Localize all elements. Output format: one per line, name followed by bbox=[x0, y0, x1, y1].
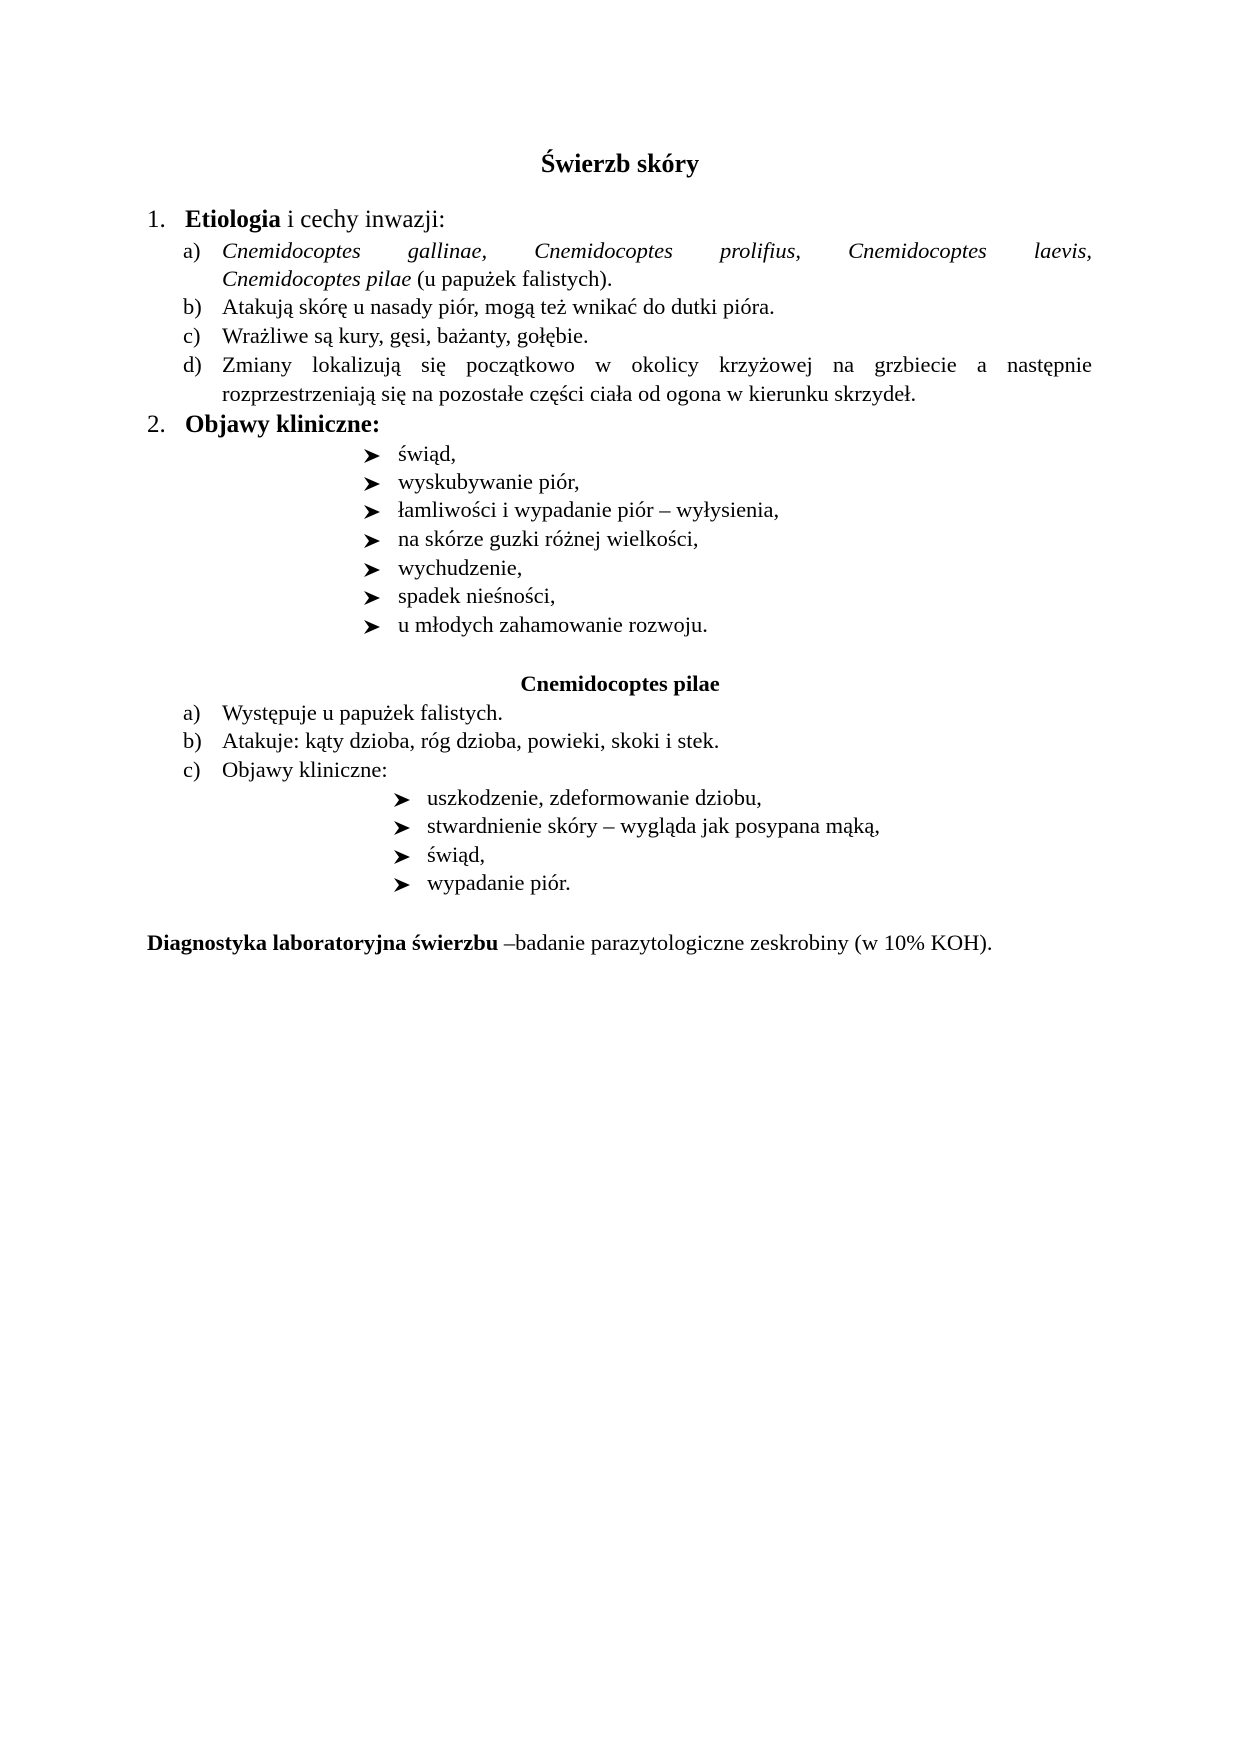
item-d-word: okolicy bbox=[631, 352, 699, 377]
symptom-item: spadek nieśności, bbox=[398, 583, 556, 608]
item-d-word: lokalizują bbox=[312, 352, 401, 377]
item-d-word: krzyżowej bbox=[719, 352, 813, 377]
arrow-bullet-icon bbox=[392, 875, 412, 895]
pilae-item-b-text: Atakuje: kąty dzioba, róg dzioba, powieki, skoki i stek. bbox=[222, 728, 720, 753]
item-d-word: początkowo bbox=[466, 352, 575, 377]
diagnostics-label: Diagnostyka laboratoryjna świerzbu bbox=[147, 930, 504, 955]
item-b-text: Atakują skórę u nasady piór, mogą też wnikać do dutki pióra. bbox=[222, 294, 775, 319]
arrow-bullet-icon bbox=[362, 446, 382, 466]
pilae-item-c-text: Objawy kliniczne: bbox=[222, 757, 388, 782]
item-letter-d: d) bbox=[183, 352, 202, 377]
item-a-cont-italic: Cnemidocoptes pilae bbox=[222, 266, 412, 291]
document-title: Świerzb skóry bbox=[540, 149, 700, 178]
item-d-line-2: rozprzestrzeniają się na pozostałe części ciała od ogona w kierunku skrzydeł. bbox=[222, 381, 917, 406]
arrow-bullet-icon bbox=[392, 790, 412, 810]
section-1-heading-rest: i cechy inwazji: bbox=[280, 206, 446, 233]
arrow-bullet-icon bbox=[392, 847, 412, 867]
item-a-cont-rest: (u papużek falistych). bbox=[411, 266, 613, 291]
symptom-item: łamliwości i wypadanie piór – wyłysienia, bbox=[398, 497, 780, 522]
item-letter-c: c) bbox=[183, 323, 201, 348]
section-2-heading: Objawy kliniczne: bbox=[185, 411, 381, 438]
item-d-word: a bbox=[976, 352, 987, 377]
subheading-cnemidocoptes-pilae: Cnemidocoptes pilae bbox=[520, 671, 720, 696]
arrow-bullet-icon bbox=[362, 617, 382, 637]
diagnostics-line bbox=[147, 929, 992, 957]
item-d-word: na bbox=[832, 352, 855, 377]
item-a-line-1 bbox=[222, 237, 1092, 265]
item-a-line-2 bbox=[222, 265, 613, 293]
pilae-item-letter-c: c) bbox=[183, 757, 201, 782]
pilae-item-letter-b: b) bbox=[183, 728, 202, 753]
arrow-bullet-icon bbox=[362, 474, 382, 494]
item-a-word: Cnemidocoptes bbox=[534, 238, 673, 263]
pilae-symptom-item: uszkodzenie, zdeformowanie dziobu, bbox=[427, 785, 762, 810]
symptom-item: świąd, bbox=[398, 441, 457, 466]
arrow-bullet-icon bbox=[362, 588, 382, 608]
item-d-word: się bbox=[420, 352, 446, 377]
item-d-word: grzbiecie bbox=[874, 352, 957, 377]
symptom-item: wychudzenie, bbox=[398, 555, 523, 580]
item-d-word: następnie bbox=[1006, 352, 1092, 377]
pilae-item-a-text: Występuje u papużek falistych. bbox=[222, 700, 504, 725]
symptom-item: u młodych zahamowanie rozwoju. bbox=[398, 612, 708, 637]
item-a-word: Cnemidocoptes bbox=[848, 238, 987, 263]
item-a-word: Cnemidocoptes bbox=[222, 238, 361, 263]
item-letter-b: b) bbox=[183, 294, 202, 319]
item-a-word: gallinae, bbox=[407, 238, 488, 263]
symptom-item: na skórze guzki różnej wielkości, bbox=[398, 526, 699, 551]
item-d-word: w bbox=[594, 352, 612, 377]
arrow-bullet-icon bbox=[362, 531, 382, 551]
pilae-symptom-item: wypadanie piór. bbox=[427, 870, 571, 895]
diagnostics-text: –badanie parazytologiczne zeskrobiny (w 10% KOH). bbox=[503, 930, 993, 955]
item-d-line-1 bbox=[222, 351, 1092, 379]
arrow-bullet-icon bbox=[392, 818, 412, 838]
arrow-bullet-icon bbox=[362, 560, 382, 580]
arrow-bullet-icon bbox=[362, 502, 382, 522]
item-letter-a: a) bbox=[183, 238, 201, 263]
pilae-symptom-item: stwardnienie skóry – wygląda jak posypana mąką, bbox=[427, 813, 880, 838]
pilae-item-letter-a: a) bbox=[183, 700, 201, 725]
section-1-number: 1. bbox=[147, 206, 166, 233]
symptom-item: wyskubywanie piór, bbox=[398, 469, 580, 494]
item-a-word: prolifius, bbox=[719, 238, 802, 263]
section-2-number: 2. bbox=[147, 411, 166, 438]
section-1-heading-bold: Etiologia bbox=[185, 206, 281, 233]
pilae-symptom-item: świąd, bbox=[427, 842, 486, 867]
section-1-heading bbox=[185, 206, 445, 234]
item-c-text: Wrażliwe są kury, gęsi, bażanty, gołębie. bbox=[222, 323, 589, 348]
item-d-word: Zmiany bbox=[222, 352, 292, 377]
item-a-word: laevis, bbox=[1033, 238, 1092, 263]
